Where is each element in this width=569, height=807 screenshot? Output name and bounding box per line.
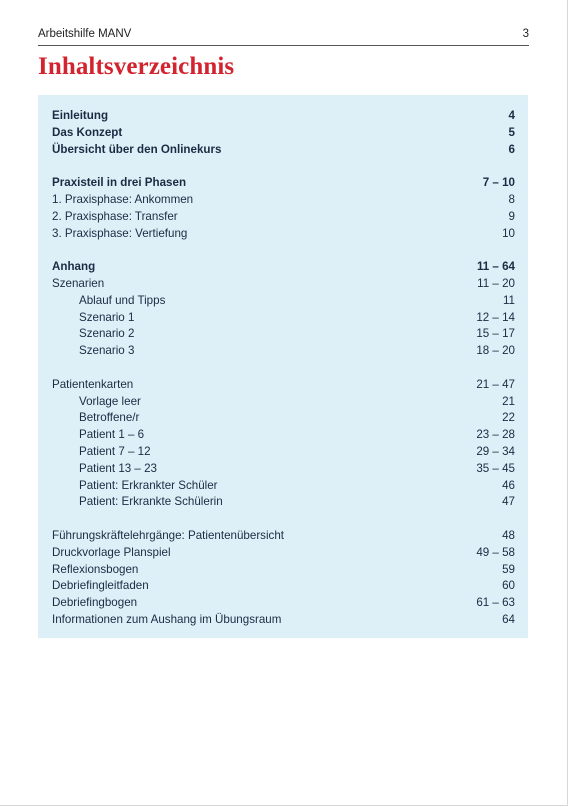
toc-entry[interactable] xyxy=(52,226,515,243)
toc-entry-page: 18 – 20 xyxy=(476,344,515,358)
toc-entry[interactable] xyxy=(52,562,515,579)
toc-entry[interactable] xyxy=(52,175,515,192)
toc-entry-label: Patientenkarten xyxy=(52,377,134,391)
toc-entry-label: Szenario 2 xyxy=(79,327,135,341)
page-number: 3 xyxy=(522,28,529,40)
toc-entry-page: 47 xyxy=(502,495,515,509)
toc-group-spacer xyxy=(52,158,515,175)
toc-entry[interactable] xyxy=(52,142,515,159)
toc-entry[interactable] xyxy=(52,578,515,595)
toc-entry-page: 7 – 10 xyxy=(482,176,515,190)
toc-group-spacer xyxy=(52,242,515,259)
toc-entry[interactable] xyxy=(52,444,515,461)
toc-entry[interactable] xyxy=(52,461,515,478)
toc-entry[interactable] xyxy=(52,343,515,360)
toc-entry-page: 8 xyxy=(508,192,515,206)
toc-entry-label: Druckvorlage Planspiel xyxy=(52,545,171,559)
toc-group-spacer xyxy=(52,511,515,528)
toc-entry[interactable] xyxy=(52,125,515,142)
toc-entry-page: 11 – 20 xyxy=(477,276,515,290)
toc-entry-label: Übersicht über den Onlinekurs xyxy=(52,142,222,156)
toc-entry[interactable] xyxy=(52,259,515,276)
toc-entry-page: 46 xyxy=(502,478,515,492)
toc-entry-label: Informationen zum Aushang im Übungsraum xyxy=(52,612,282,626)
toc-entry-label: 1. Praxisphase: Ankommen xyxy=(52,192,194,206)
toc-entry-label: Patient: Erkrankter Schüler xyxy=(79,478,218,492)
toc-entry-label: Anhang xyxy=(52,260,96,274)
toc-entry-page: 29 – 34 xyxy=(476,444,515,458)
toc-entry-label: Patient 13 – 23 xyxy=(79,461,157,475)
toc-entry-page: 11 – 64 xyxy=(476,260,515,274)
toc-entry[interactable] xyxy=(52,595,515,612)
toc-entry[interactable] xyxy=(52,293,515,310)
toc-entry[interactable] xyxy=(52,394,515,411)
toc-entry-page: 4 xyxy=(508,109,515,122)
toc-entry-page: 59 xyxy=(502,562,515,576)
running-header xyxy=(38,28,529,40)
toc-entry[interactable] xyxy=(52,276,515,293)
toc-entry-page: 11 xyxy=(502,293,515,307)
toc-entry-page: 21 xyxy=(502,394,515,408)
toc-entry[interactable] xyxy=(52,192,515,209)
toc-entry[interactable] xyxy=(52,108,515,125)
page-title: Inhaltsverzeichnis xyxy=(38,53,235,80)
toc-entry[interactable] xyxy=(52,326,515,343)
toc-entry-label: Reflexionsbogen xyxy=(52,562,139,576)
toc-group-spacer xyxy=(52,360,515,377)
header-divider xyxy=(38,45,529,46)
toc-entry-label: Debriefingbogen xyxy=(52,596,138,610)
toc-entry-page: 12 – 14 xyxy=(476,310,515,324)
toc-entry-label: Szenarien xyxy=(52,276,105,290)
toc-entry-label: Patient: Erkrankte Schülerin xyxy=(79,495,223,509)
toc-entry-label: 2. Praxisphase: Transfer xyxy=(52,209,178,223)
toc-entry-label: Vorlage leer xyxy=(79,394,141,408)
toc-entry-page: 10 xyxy=(502,226,515,240)
toc-entry[interactable] xyxy=(52,545,515,562)
toc-entry[interactable] xyxy=(52,612,515,629)
toc-entry-label: Szenario 3 xyxy=(79,344,135,358)
toc-entry-label: Debriefingleitfaden xyxy=(52,579,149,593)
toc-entry-label: 3. Praxisphase: Vertiefung xyxy=(52,226,188,240)
toc-entry-page: 15 – 17 xyxy=(476,327,515,341)
toc-entry-page: 64 xyxy=(502,612,515,626)
toc-entry[interactable] xyxy=(52,209,515,226)
table-of-contents xyxy=(38,95,528,638)
toc-entry-page: 35 – 45 xyxy=(476,461,515,475)
toc-entry-label: Szenario 1 xyxy=(79,310,135,324)
toc-entry-label: Betroffene/r xyxy=(79,411,140,425)
toc-entry[interactable] xyxy=(52,427,515,444)
toc-entry-page: 22 xyxy=(502,411,515,425)
toc-entry-page: 23 – 28 xyxy=(476,428,515,442)
toc-list xyxy=(52,108,515,629)
toc-entry[interactable] xyxy=(52,310,515,327)
toc-entry-page: 48 xyxy=(502,528,515,542)
toc-entry-page: 21 – 47 xyxy=(476,377,515,391)
toc-entry-label: Das Konzept xyxy=(52,125,123,139)
toc-entry[interactable] xyxy=(52,528,515,545)
toc-entry[interactable] xyxy=(52,478,515,495)
toc-entry-page: 60 xyxy=(502,579,515,593)
toc-entry-page: 61 – 63 xyxy=(476,596,515,610)
toc-entry-label: Patient 1 – 6 xyxy=(79,428,145,442)
toc-entry-page: 49 – 58 xyxy=(476,545,515,559)
toc-entry-label: Einleitung xyxy=(52,109,109,122)
toc-entry-page: 6 xyxy=(508,142,515,156)
toc-entry-label: Patient 7 – 12 xyxy=(79,444,151,458)
toc-entry-page: 5 xyxy=(508,125,515,139)
toc-entry-label: Praxisteil in drei Phasen xyxy=(52,176,187,190)
toc-entry-label: Ablauf und Tipps xyxy=(79,293,166,307)
toc-entry-label: Führungskräftelehrgänge: Patientenübersicht xyxy=(52,528,285,542)
document-title: Arbeitshilfe MANV xyxy=(38,28,132,40)
toc-entry[interactable] xyxy=(52,377,515,394)
toc-entry[interactable] xyxy=(52,410,515,427)
toc-entry[interactable] xyxy=(52,494,515,511)
toc-entry-page: 9 xyxy=(508,209,515,223)
